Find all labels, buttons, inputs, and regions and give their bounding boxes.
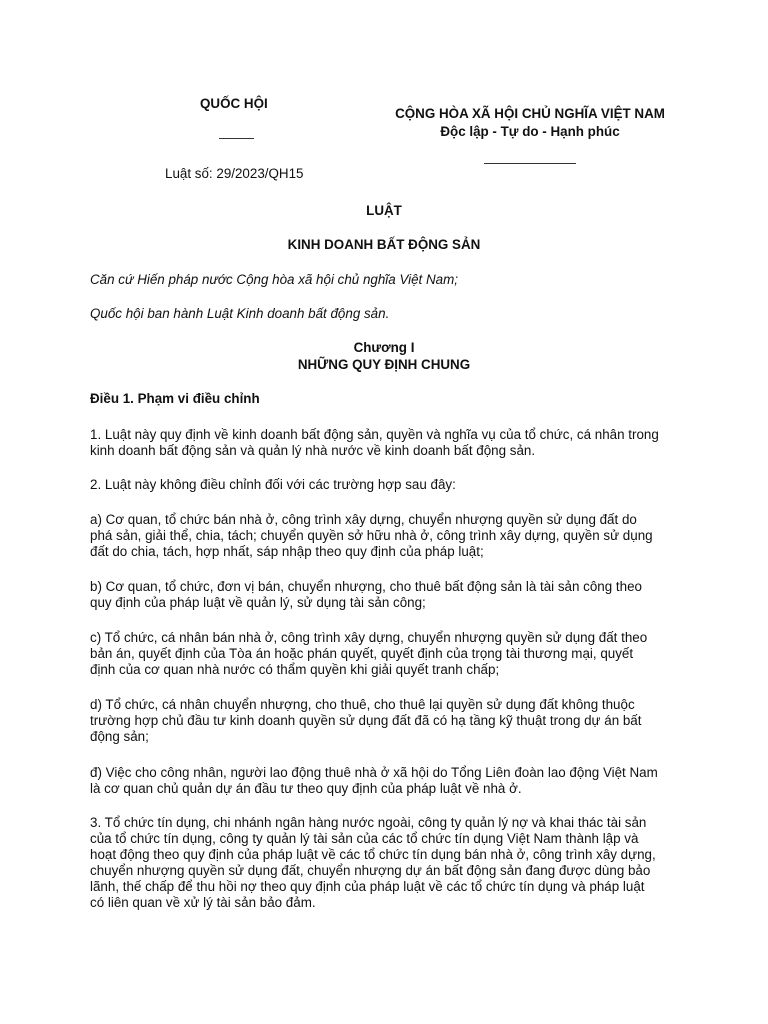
- clause-line: hoạt động theo quy định của pháp luật về các tổ chức tín dụng bán nhà ở, công trình xây dựng,: [90, 847, 656, 862]
- clause-line: lãnh, thế chấp để thu hồi nợ theo quy định của pháp luật về các tổ chức tín dụng và pháp luật: [90, 879, 645, 894]
- clause-line: b) Cơ quan, tổ chức, đơn vị bán, chuyển nhượng, cho thuê bất động sản là tài sản công theo: [90, 579, 642, 594]
- law-number: Luật số: 29/2023/QH15: [165, 166, 304, 181]
- clause-1: [90, 427, 690, 459]
- national-motto: Độc lập - Tự do - Hạnh phúc: [440, 124, 620, 139]
- item-d: [90, 697, 690, 745]
- chapter-name: NHỮNG QUY ĐỊNH CHUNG: [297, 357, 471, 372]
- law-name-title: KINH DOANH BẤT ĐỘNG SẢN: [287, 237, 481, 252]
- clause-line: bản án, quyết định của Tòa án hoặc phán quyết, quyết định của trọng tài thương mại, quyết: [90, 646, 634, 661]
- chapter-number: Chương I: [353, 340, 415, 355]
- clause-line: của tổ chức tín dụng, công ty quản lý tài sản của các tổ chức tín dụng Việt Nam thành lập và: [90, 831, 639, 846]
- item-b: [90, 579, 690, 611]
- clause-line: định của cơ quan nhà nước có thẩm quyền khi giải quyết tranh chấp;: [90, 662, 500, 677]
- header-right-rule: [484, 163, 576, 164]
- clause-line: kinh doanh bất động sản và quản lý nhà nước về kinh doanh bất động sản.: [90, 443, 536, 458]
- clause-line: d) Tổ chức, cá nhân chuyển nhượng, cho thuê, cho thuê lại quyền sử dụng đất không thuộc: [90, 697, 635, 712]
- law-type-title: LUẬT: [366, 203, 402, 218]
- national-title: CỘNG HÒA XÃ HỘI CHỦ NGHĨA VIỆT NAM: [395, 106, 665, 121]
- clause-line: có liên quan về xử lý tài sản bảo đảm.: [90, 895, 316, 910]
- header-left-rule: [219, 138, 254, 139]
- clause-line: trường hợp chủ đầu tư kinh doanh quyền sử dụng đất đã có hạ tầng kỹ thuật trong dự án bất: [90, 713, 642, 728]
- clause-line: phá sản, giải thể, chia, tách; chuyển quyền sở hữu nhà ở, công trình xây dựng, quyền sử dụng: [90, 528, 653, 543]
- clause-line: 1. Luật này quy định về kinh doanh bất động sản, quyền và nghĩa vụ của tổ chức, cá nhân trong: [90, 427, 659, 442]
- clause-line: c) Tổ chức, cá nhân bán nhà ở, công trình xây dựng, chuyển nhượng quyền sử dụng đất theo: [90, 630, 648, 645]
- clause-line: quy định của pháp luật về quản lý, sử dụng tài sản công;: [90, 595, 426, 610]
- clause-line: 2. Luật này không điều chỉnh đối với các trường hợp sau đây:: [90, 477, 456, 492]
- clause-line: động sản;: [90, 729, 149, 744]
- issuing-body: QUỐC HỘI: [200, 96, 268, 111]
- clause-2: [90, 477, 690, 493]
- clause-line: đất do chia, tách, hợp nhất, sáp nhập theo quy định của pháp luật;: [90, 544, 484, 559]
- clause-line: a) Cơ quan, tổ chức bán nhà ở, công trình xây dựng, chuyển nhượng quyền sử dụng đất do: [90, 512, 637, 527]
- legal-basis: Căn cứ Hiến pháp nước Cộng hòa xã hội chủ nghĩa Việt Nam;: [90, 272, 458, 287]
- clause-3: [90, 815, 690, 911]
- item-c: [90, 630, 690, 678]
- enactment-statement: Quốc hội ban hành Luật Kinh doanh bất động sản.: [90, 306, 390, 321]
- item-dd: [90, 765, 690, 797]
- item-a: [90, 512, 690, 560]
- clause-line: chuyển nhượng quyền sử dụng đất, chuyển nhượng dự án bất động sản đang được dùng bảo: [90, 863, 651, 878]
- clause-line: 3. Tổ chức tín dụng, chi nhánh ngân hàng nước ngoài, công ty quản lý nợ và khai thác tài sản: [90, 815, 647, 830]
- article-heading: Điều 1. Phạm vi điều chỉnh: [90, 391, 260, 406]
- clause-line: là cơ quan chủ quản dự án đầu tư theo quy định của pháp luật về nhà ở.: [90, 781, 522, 796]
- clause-line: đ) Việc cho công nhân, người lao động thuê nhà ở xã hội do Tổng Liên đoàn lao động Việt Nam: [90, 765, 658, 780]
